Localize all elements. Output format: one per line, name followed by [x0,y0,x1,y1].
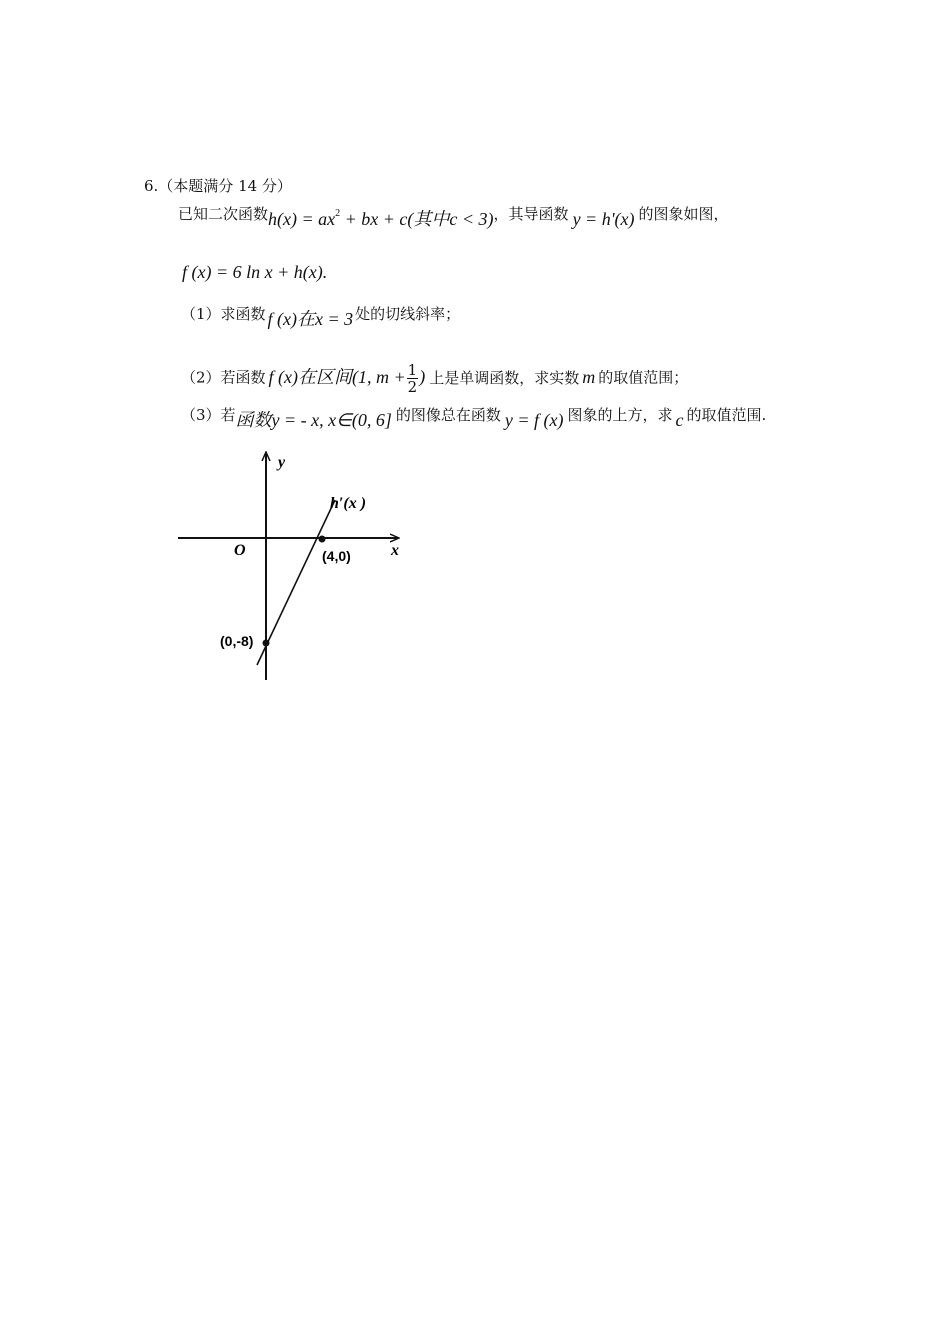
point-b-label: (0,-8) [220,633,254,649]
problem-header [144,176,292,196]
derivative-graph [170,445,410,685]
fraction-one-half [407,362,419,395]
derivative-expression: y = h'(x) [572,209,635,229]
intro-text-1: 已知二次函数 [178,205,269,223]
part2-text-1: （2）若函数 [181,368,266,387]
part2-text-3: 的取值范围； [598,368,689,387]
part3-text-2: 的图像总在函数 [395,406,501,424]
part3-math-2: y = f (x) [504,410,564,430]
part3-text-3: 图象的上方，求 [567,406,673,424]
part-3 [181,404,767,430]
part2-math-2: ) [419,366,426,387]
part2-text-2: 上是单调函数，求实数 [429,368,580,387]
derivative-line [257,500,335,665]
part1-text-1: （1）求函数 [181,305,266,323]
f-definition [182,262,327,283]
h-expression-tail: + bx + c(其中c < 3) [340,209,494,229]
intro-text-3: 的图象如图， [638,205,729,223]
x-axis-label: x [391,542,399,559]
point-a-marker [319,536,326,543]
part1-text-2: 处的切线斜率； [355,305,461,323]
f-expression: f (x) = 6 ln x + h(x). [182,262,328,282]
part3-text-1: （3）若 [181,406,236,424]
origin-label: O [234,542,246,559]
part3-variable-c: c [675,410,684,430]
problem-number: 6.（本题满分 14 分） [144,177,292,195]
part-2 [181,362,688,395]
part2-variable-m: m [582,366,596,387]
h-definition [268,209,494,229]
h-exponent: 2 [335,208,341,219]
fraction-denominator: 2 [407,378,418,396]
point-a-label: (4,0) [322,548,351,564]
problem-intro [178,203,729,227]
part1-math: f (x)在x = 3 [267,309,354,329]
part2-math-1: f (x)在区间(1, m + [268,366,406,387]
h-expression: h(x) = ax [268,209,336,229]
point-b-marker [263,640,270,647]
part3-math-1: 函数y = - x, x∈(0, 6] [235,410,392,430]
intro-text-2: ，其导函数 [493,205,569,223]
fraction-numerator: 1 [407,361,418,379]
part-1 [181,303,461,329]
part3-text-4: 的取值范围. [686,406,767,424]
curve-label: h′(x ) [330,495,367,512]
y-axis-label: y [278,454,286,471]
